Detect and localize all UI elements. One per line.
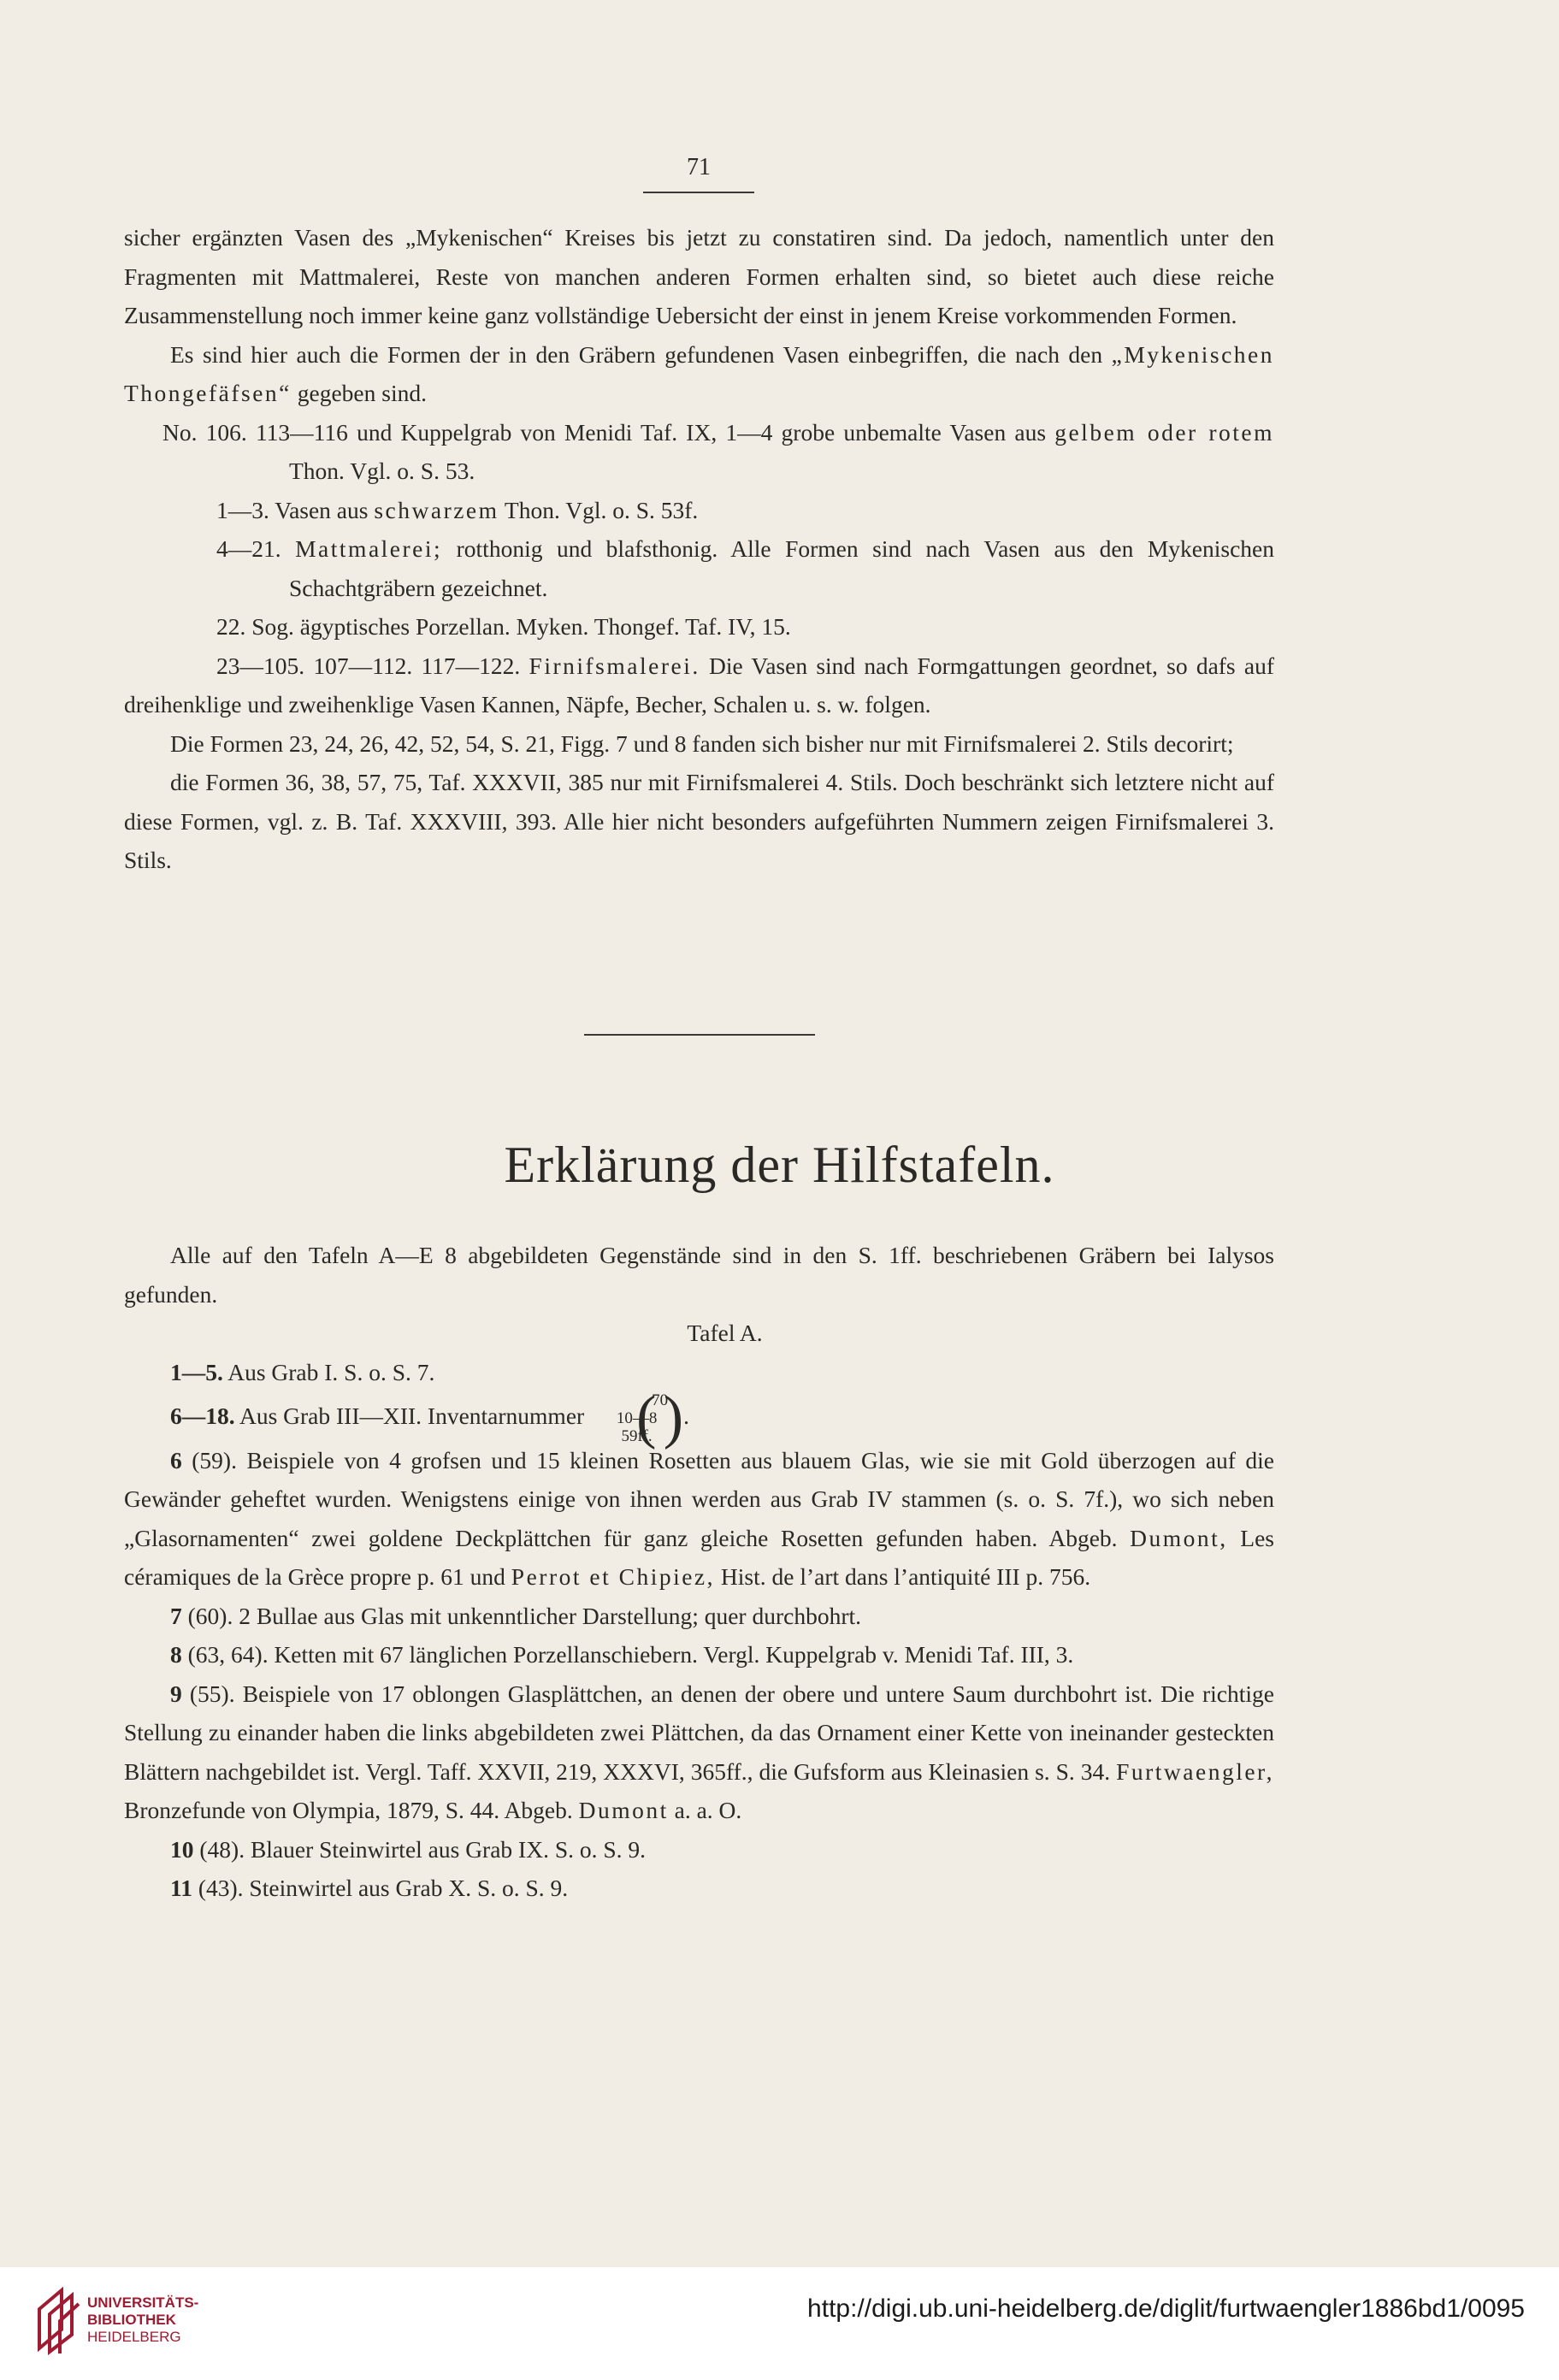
entry-4-21: 4—21. Mattmalerei; rotthonig und blafsthonig. Alle Formen sind nach Vasen aus den Mykenischen Schachtgräbern gezeichnet. bbox=[216, 535, 1274, 601]
page-number-rule bbox=[643, 192, 754, 193]
library-name-line3: HEIDELBERG bbox=[87, 2329, 181, 2345]
item-6-18: 6—18. Aus Grab III—XII. Inventarnummer ( 70 10—8 59ff. ). bbox=[124, 1397, 1274, 1436]
paragraph-formen-intro: Es sind hier auch die Formen der in den Gräbern gefundenen Vasen einbegriffen, die nach den „Mykenischen Thongefäfsen“ gegeben sind. bbox=[124, 340, 1274, 406]
library-name-line1: UNIVERSITÄTS- bbox=[87, 2294, 199, 2311]
footer-bar bbox=[0, 2267, 1559, 2380]
item-6: 6 (59). Beispiele von 4 grofsen und 15 kleinen Rosetten aus blauem Glas, wie sie mit Gold überzogen auf die Gewänder geheftet wurden. Wenigstens einige von ihnen werden aus Grab IV stammen (s. o. S. 7f.), wo sich neben „Glasornamenten“ zwei goldene Deckplättchen für ganz gleiche Rosetten gefunden haben. Abgeb. Dumont, Les céramiques de la Grèce propre p. 61 und Perrot et Chipiez, Hist. de l’art dans l’antiquité III p. 756. bbox=[124, 1446, 1274, 1590]
page-number: 71 bbox=[687, 154, 711, 180]
entry-no106: No. 106. 113—116 und Kuppelgrab von Menidi Taf. IX, 1—4 grobe unbemalte Vasen aus gelbem oder rotem Thon. Vgl. o. S. 53. bbox=[162, 418, 1275, 484]
item-9: 9 (55). Beispiele von 17 oblongen Glasplättchen, an denen der obere und untere Saum durchbohrt ist. Die richtige Stellung zu einander haben die links abgebildeten zwei Plättchen, da das Ornament einer Kette von ineinander gesteckten Blättern nachgebildet ist. Vergl. Taff. XXVII, 219, XXXVI, 365ff., die Gufsform aus Kleinasien s. S. 34. Furtwaengler, Bronzefunde von Olympia, 1879, S. 44. Abgeb. Dumont a. a. O. bbox=[124, 1680, 1274, 1823]
paragraph-continuation: sicher ergänzten Vasen des „Mykenischen“ Kreises bis jetzt zu constatiren sind. Da jedoch, namentlich unter den Fragmenten mit Mattmalerei, Reste von manchen anderen Formen erhalten sind, so bietet auch diese reiche Zusammenstellung noch immer keine ganz vollständige Uebersicht der einst in jenem Kreise vorkommenden Formen. bbox=[124, 224, 1274, 328]
item-8: 8 (63, 64). Ketten mit 67 länglichen Porzellanschiebern. Vergl. Kuppelgrab v. Menidi Taf. III, 3. bbox=[170, 1641, 1074, 1668]
library-name bbox=[87, 2294, 198, 2346]
entry-23-105: 23—105. 107—112. 117—122. Firnifsmalerei. Die Vasen sind nach Formgattungen geordnet, so dafs auf dreihenklige und zweihenklige Vasen Kannen, Näpfe, Becher, Schalen u. s. w. folgen. bbox=[124, 652, 1274, 718]
item-10: 10 (48). Blauer Steinwirtel aus Grab IX. S. o. S. 9. bbox=[170, 1835, 647, 1863]
tafel-heading: Tafel A. bbox=[687, 1320, 763, 1346]
inventory-number-fraction: ( 70 10—8 59ff. ) bbox=[590, 1391, 683, 1445]
section-divider bbox=[584, 1034, 815, 1036]
library-logo-icon bbox=[32, 2283, 82, 2355]
paragraph-formen-2-stils: Die Formen 23, 24, 26, 42, 52, 54, S. 21, Figg. 7 und 8 fanden sich bisher nur mit Firnifsmalerei 2. Stils decorirt; bbox=[170, 729, 1234, 757]
library-name-line2: BIBLIOTHEK bbox=[87, 2312, 176, 2328]
item-11: 11 (43). Steinwirtel aus Grab X. S. o. S. 9. bbox=[170, 1875, 569, 1901]
lower-text-block bbox=[124, 1236, 1274, 1908]
entry-1-3: 1—3. Vasen aus schwarzem Thon. Vgl. o. S. 53f. bbox=[216, 496, 699, 523]
section-heading: Erklärung der Hilfstafeln. bbox=[504, 1137, 1055, 1193]
permalink-url[interactable]: http://digi.ub.uni-heidelberg.de/diglit/furtwaengler1886bd1/0095 bbox=[807, 2294, 1525, 2323]
upper-text-block bbox=[124, 218, 1274, 880]
paragraph-formen-4-stils: die Formen 36, 38, 57, 75, Taf. XXXVII, 385 nur mit Firnifsmalerei 4. Stils. Doch beschränkt sich letztere nicht auf diese Formen, vgl. z. B. Taf. XXXVIII, 393. Alle hier nicht besonders aufgeführten Nummern zeigen Firnifsmalerei 3. Stils. bbox=[124, 769, 1274, 873]
entry-22: 22. Sog. ägyptisches Porzellan. Myken. Thongef. Taf. IV, 15. bbox=[216, 613, 791, 640]
intro-paragraph: Alle auf den Tafeln A—E 8 abgebildeten Gegenstände sind in den S. 1ff. beschriebenen Gräbern bei Ialysos gefunden. bbox=[124, 1242, 1274, 1308]
item-1-5: 1—5. Aus Grab I. S. o. S. 7. bbox=[170, 1358, 435, 1385]
item-7: 7 (60). 2 Bullae aus Glas mit unkenntlicher Darstellung; quer durchbohrt. bbox=[170, 1602, 862, 1629]
